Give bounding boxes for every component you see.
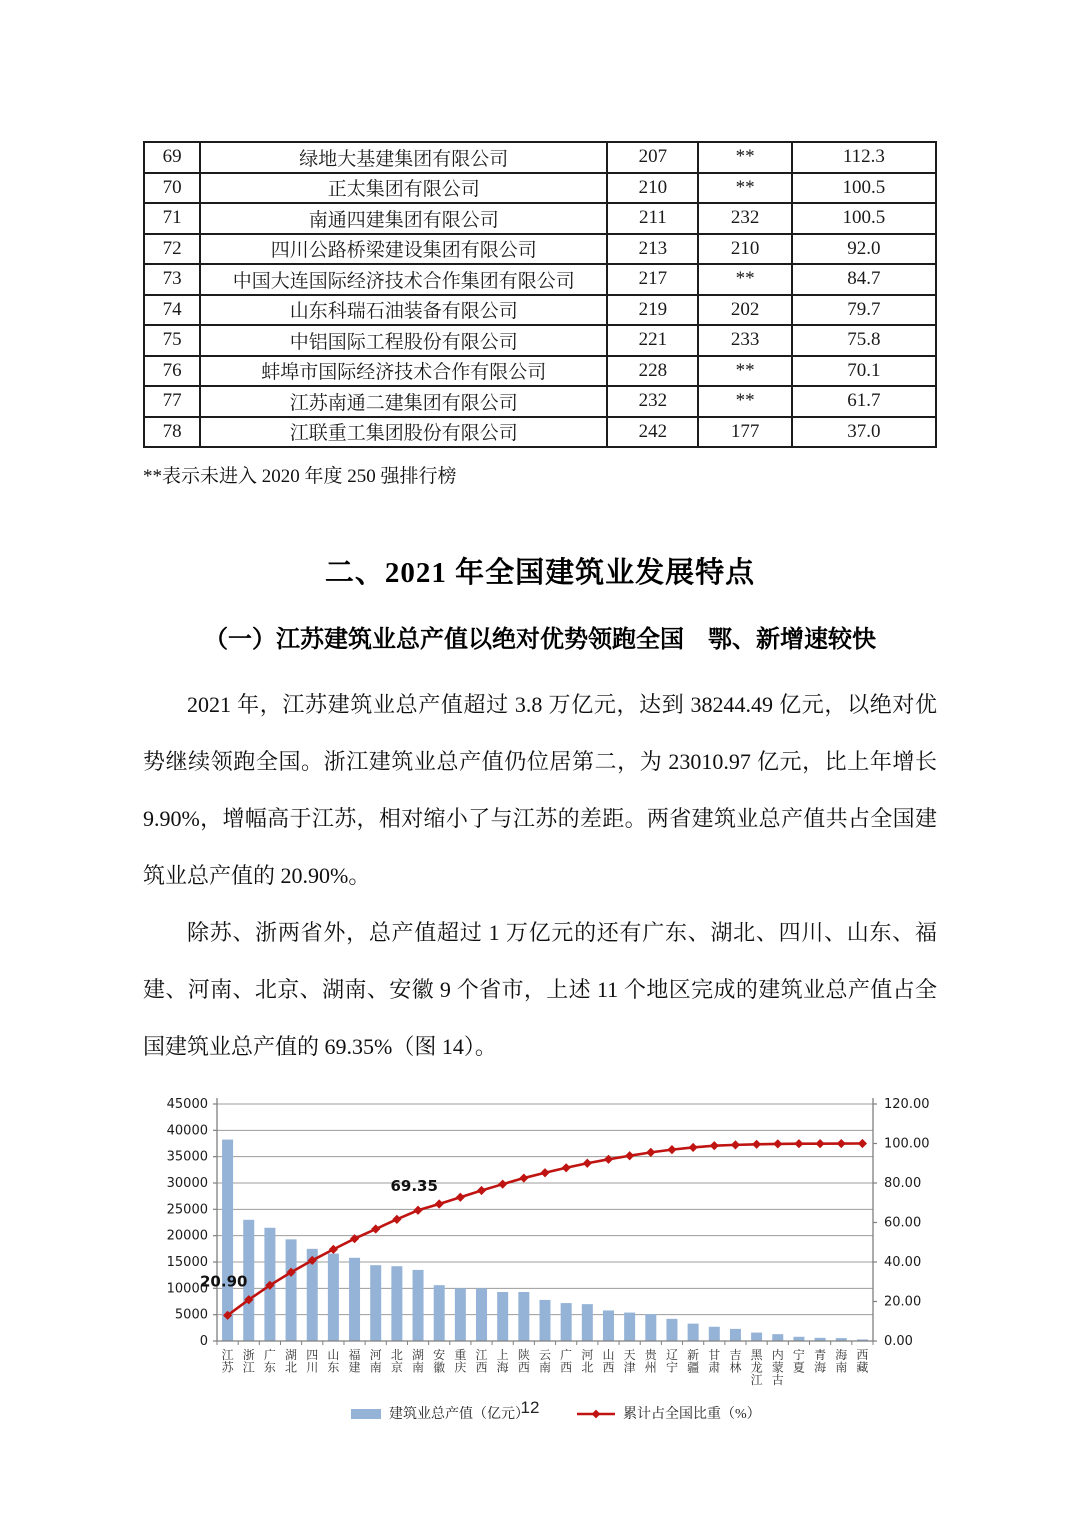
bar-甘肃	[709, 1327, 720, 1341]
cell-value: 37.0	[792, 417, 936, 448]
section-title: 二、2021 年全国建筑业发展特点	[324, 557, 756, 589]
bar-陕西	[518, 1292, 529, 1341]
x-label-北京: 北京	[390, 1348, 403, 1375]
bar-江西	[476, 1288, 487, 1341]
figure-14-pareto-chart	[149, 1091, 937, 1435]
line-marker	[752, 1140, 761, 1149]
x-label-湖南: 湖南	[412, 1348, 425, 1375]
bar-重庆	[455, 1288, 466, 1341]
x-label-河南: 河南	[369, 1348, 382, 1375]
section-subtitle: （一）江苏建筑业总产值以绝对优势领跑全国 鄂、新增速较快	[204, 627, 876, 653]
cell-value: 75.8	[792, 325, 936, 356]
cell-company: 中铝国际工程股份有限公司	[200, 325, 607, 356]
right-axis-tick: 120.00	[884, 1097, 930, 1112]
left-axis-tick: 40000	[166, 1123, 208, 1139]
x-label-四川: 四川	[306, 1348, 319, 1375]
cell-company: 四川公路桥梁建设集团有限公司	[200, 234, 607, 265]
x-label-浙江: 浙江	[242, 1348, 255, 1375]
cell-value: 61.7	[792, 386, 936, 417]
line-marker	[689, 1143, 698, 1152]
line-marker	[413, 1206, 422, 1215]
bar-云南	[539, 1300, 550, 1341]
cell-value: 70.1	[792, 356, 936, 387]
cell-rank: 75	[144, 325, 200, 356]
cell-rank-2021: 228	[607, 356, 698, 387]
bar-北京	[391, 1266, 402, 1341]
x-label-广东: 广东	[263, 1348, 276, 1375]
cell-rank-2021: 221	[607, 325, 698, 356]
bar-湖北	[286, 1239, 297, 1341]
x-label-河北: 河北	[581, 1348, 594, 1375]
cell-rank-2020: 177	[698, 417, 791, 448]
table-row	[144, 417, 936, 448]
legend-line-label: 累计占全国比重（%）	[623, 1407, 761, 1422]
cell-value: 100.5	[792, 203, 936, 234]
line-marker	[435, 1199, 444, 1208]
cell-rank-2020: **	[698, 356, 791, 387]
cell-value: 92.0	[792, 234, 936, 265]
x-label-山东: 山东	[327, 1348, 340, 1375]
line-marker	[731, 1140, 740, 1149]
cell-company: 绿地大基建集团有限公司	[200, 142, 607, 173]
cell-rank-2020: **	[698, 264, 791, 295]
cell-company: 江联重工集团股份有限公司	[200, 417, 607, 448]
bar-吉林	[730, 1329, 741, 1341]
line-marker	[773, 1139, 782, 1148]
line-marker	[477, 1186, 486, 1195]
x-label-陕西: 陕西	[517, 1348, 530, 1375]
cell-rank: 73	[144, 264, 200, 295]
x-label-吉林: 吉林	[729, 1348, 742, 1375]
table-row	[144, 203, 936, 234]
left-axis-tick: 20000	[166, 1228, 208, 1244]
left-axis-tick: 10000	[166, 1281, 208, 1297]
x-label-江西: 江西	[475, 1348, 488, 1375]
cell-rank-2021: 242	[607, 417, 698, 448]
x-label-天津: 天津	[623, 1348, 636, 1375]
table-row	[144, 295, 936, 326]
cell-rank-2020: **	[698, 142, 791, 173]
line-marker	[583, 1159, 592, 1168]
line-marker	[329, 1245, 338, 1254]
right-axis-tick: 0.00	[884, 1334, 913, 1349]
cell-rank-2021: 217	[607, 264, 698, 295]
x-label-安徽: 安徽	[433, 1348, 446, 1375]
bar-辽宁	[666, 1319, 677, 1341]
x-label-湖北: 湖北	[285, 1348, 298, 1375]
data-label-69.35: 69.35	[390, 1177, 438, 1196]
line-marker	[815, 1139, 824, 1148]
cell-rank-2021: 211	[607, 203, 698, 234]
bar-内蒙古	[772, 1334, 783, 1341]
content-area	[143, 141, 937, 1435]
legend-bar-label: 建筑业总产值（亿元）	[389, 1407, 529, 1422]
cell-value: 84.7	[792, 264, 936, 295]
cell-company: 山东科瑞石油装备有限公司	[200, 295, 607, 326]
line-marker	[519, 1173, 528, 1182]
bar-贵州	[645, 1314, 656, 1341]
line-marker	[710, 1141, 719, 1150]
ranking-table	[143, 141, 937, 448]
bar-河北	[582, 1304, 593, 1341]
left-axis-tick: 35000	[166, 1149, 208, 1165]
line-marker	[392, 1215, 401, 1224]
x-label-黑龙江: 黑龙江	[750, 1348, 763, 1387]
bar-河南	[370, 1265, 381, 1341]
x-label-江苏: 江苏	[221, 1348, 234, 1375]
line-marker	[858, 1139, 867, 1148]
right-axis-tick: 100.00	[884, 1136, 930, 1152]
line-marker	[456, 1193, 465, 1202]
cell-rank: 71	[144, 203, 200, 234]
left-axis-tick: 30000	[166, 1176, 208, 1191]
right-axis-tick: 20.00	[884, 1294, 922, 1310]
bar-安徽	[434, 1285, 445, 1341]
table-row	[144, 386, 936, 417]
right-axis-tick: 40.00	[884, 1255, 922, 1270]
x-label-宁夏: 宁夏	[792, 1348, 805, 1375]
table-row	[144, 264, 936, 295]
line-marker	[625, 1151, 634, 1160]
bar-新疆	[688, 1324, 699, 1341]
line-marker	[540, 1168, 549, 1177]
table-row	[144, 142, 936, 173]
cell-rank-2020: 233	[698, 325, 791, 356]
x-label-西藏: 西藏	[856, 1348, 869, 1375]
cell-rank: 76	[144, 356, 200, 387]
left-axis-tick: 25000	[166, 1202, 208, 1218]
cell-company: 南通四建集团有限公司	[200, 203, 607, 234]
table-row	[144, 325, 936, 356]
cell-rank-2021: 213	[607, 234, 698, 265]
x-label-辽宁: 辽宁	[665, 1348, 678, 1375]
right-axis-tick: 80.00	[884, 1176, 922, 1191]
cell-rank-2020: 232	[698, 203, 791, 234]
cell-rank: 70	[144, 173, 200, 204]
line-marker	[371, 1224, 380, 1233]
bar-福建	[349, 1258, 360, 1341]
line-marker	[604, 1155, 613, 1164]
cell-rank-2020: **	[698, 173, 791, 204]
cell-rank-2021: 210	[607, 173, 698, 204]
cell-value: 112.3	[792, 142, 936, 173]
cell-company: 江苏南通二建集团有限公司	[200, 386, 607, 417]
page-number: 12	[520, 1398, 540, 1417]
cell-company: 中国大连国际经济技术合作集团有限公司	[200, 264, 607, 295]
bar-上海	[497, 1292, 508, 1341]
cell-rank: 74	[144, 295, 200, 326]
left-axis-tick: 0	[199, 1334, 208, 1349]
x-label-山西: 山西	[602, 1348, 615, 1375]
x-label-福建: 福建	[348, 1348, 361, 1375]
x-label-青海: 青海	[814, 1348, 827, 1375]
cell-rank: 78	[144, 417, 200, 448]
paragraph-1: 2021 年，江苏建筑业总产值超过 3.8 万亿元，达到 38244.49 亿元，以绝对优势继续领跑全国。浙江建筑业总产值仍位居第二，为 23010.97 亿元，比上年增长 9.90%，增幅高于江苏，相对缩小了与江苏的差距。两省建筑业总产值共占全国建筑业总产值的 20.90%。	[143, 692, 937, 888]
cell-rank: 77	[144, 386, 200, 417]
line-marker	[837, 1139, 846, 1148]
x-label-广西: 广西	[560, 1348, 573, 1375]
cell-rank-2021: 207	[607, 142, 698, 173]
cell-rank-2020: **	[698, 386, 791, 417]
bar-山西	[603, 1310, 614, 1341]
cell-rank-2020: 202	[698, 295, 791, 326]
bar-天津	[624, 1313, 635, 1341]
x-label-新疆: 新疆	[687, 1348, 700, 1375]
cell-rank-2020: 210	[698, 234, 791, 265]
paragraph-2: 除苏、浙两省外，总产值超过 1 万亿元的还有广东、湖北、四川、山东、福建、河南、北京、湖南、安徽 9 个省市，上述 11 个地区完成的建筑业总产值占全国建筑业总产值的 69.35%（图 14）。	[143, 920, 937, 1059]
right-axis-tick: 60.00	[884, 1215, 922, 1231]
line-marker	[794, 1139, 803, 1148]
data-label-20.90: 20.90	[200, 1272, 248, 1291]
table-row	[144, 173, 936, 204]
left-axis-tick: 15000	[166, 1255, 208, 1270]
table-row	[144, 356, 936, 387]
cell-company: 正太集团有限公司	[200, 173, 607, 204]
bar-广西	[561, 1303, 572, 1341]
bar-山东	[328, 1254, 339, 1341]
left-axis-tick: 5000	[174, 1307, 208, 1323]
x-label-甘肃: 甘肃	[708, 1348, 721, 1375]
cell-company: 蚌埠市国际经济技术合作有限公司	[200, 356, 607, 387]
line-marker	[646, 1148, 655, 1157]
line-marker	[562, 1163, 571, 1172]
x-label-贵州: 贵州	[644, 1348, 657, 1375]
bar-黑龙江	[751, 1333, 762, 1341]
cell-rank-2021: 232	[607, 386, 698, 417]
line-marker	[667, 1145, 676, 1154]
cell-rank: 69	[144, 142, 200, 173]
cell-value: 79.7	[792, 295, 936, 326]
bar-湖南	[413, 1270, 424, 1341]
table-row	[144, 234, 936, 265]
cell-rank-2021: 219	[607, 295, 698, 326]
x-label-内蒙古: 内蒙古	[771, 1348, 784, 1387]
x-label-上海: 上海	[496, 1348, 509, 1375]
x-label-海南: 海南	[835, 1348, 848, 1375]
cell-value: 100.5	[792, 173, 936, 204]
line-marker	[498, 1180, 507, 1189]
cell-rank: 72	[144, 234, 200, 265]
x-label-云南: 云南	[538, 1348, 552, 1375]
table-footnote: **表示未进入 2020 年度 250 强排行榜	[143, 466, 457, 487]
x-label-重庆: 重庆	[454, 1348, 467, 1375]
left-axis-tick: 45000	[166, 1097, 208, 1112]
